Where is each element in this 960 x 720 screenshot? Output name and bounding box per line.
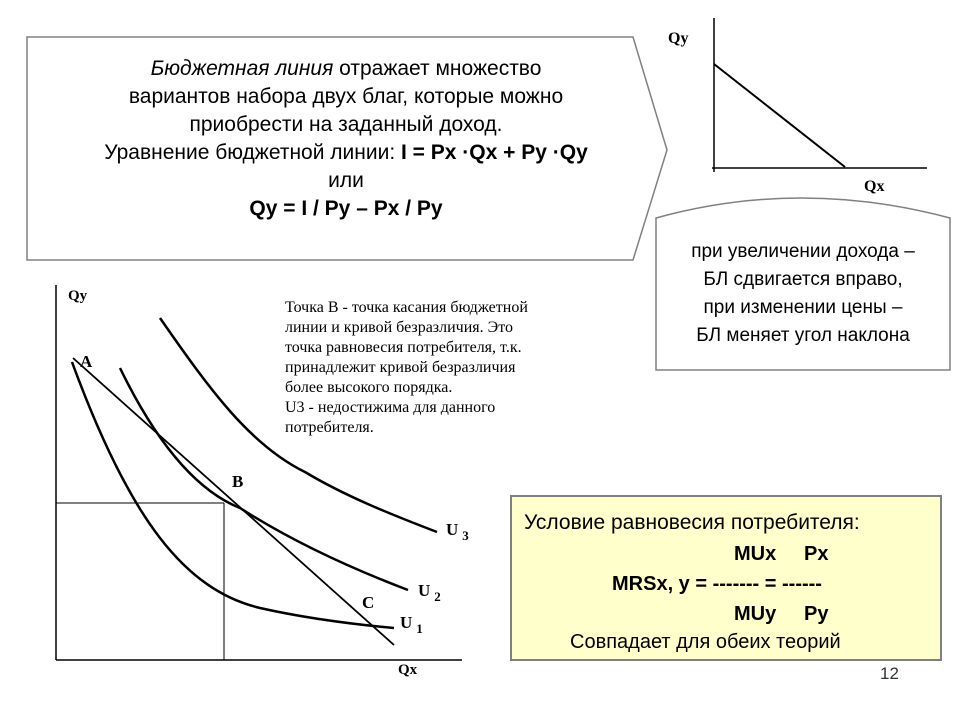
curve-u3-label-base: U	[446, 520, 459, 539]
equilibrium-numerators: MUx Px	[734, 543, 829, 565]
callout-line-4	[28, 139, 664, 167]
budget-line-definition	[28, 55, 664, 223]
description-line: Точка B - точка касания бюджетной	[285, 299, 528, 316]
main-chart-x-label: Qx	[398, 662, 418, 678]
curve-u2-label-sub: 2	[434, 589, 441, 604]
description-line: U3 - недостижима для данного	[285, 399, 496, 416]
note-line: БЛ сдвигается вправо,	[703, 269, 903, 290]
small-chart-x-label: Qx	[864, 178, 885, 195]
callout-term: Бюджетная линия	[150, 57, 334, 80]
small-chart-y-label: Qy	[668, 30, 689, 47]
small-chart-budget-line	[714, 64, 845, 167]
budget-line-shift-note	[656, 238, 950, 350]
budget-equation: I = Px ·Qx + Py ·Qy	[401, 141, 588, 164]
equilibrium-title: Условие равновесия потребителя:	[524, 511, 860, 534]
description-line: более высокого порядка.	[285, 379, 453, 396]
callout-line-1-rest: отражает множество	[333, 57, 542, 80]
main-chart-y-label: Qy	[68, 288, 88, 304]
note-line: при изменении цены –	[703, 297, 903, 318]
equilibrium-formula: MRSx, y = ------- = ------	[612, 573, 822, 595]
equilibrium-condition-box	[510, 495, 942, 661]
point-c-label: C	[362, 593, 375, 612]
equilibrium-denominators: MUy Py	[734, 603, 829, 625]
curve-u2-label	[418, 581, 441, 604]
curve-u2-label-base: U	[418, 581, 431, 600]
description-line: потребителя.	[285, 419, 374, 436]
equation-label: Уравнение бюджетной линии:	[104, 141, 402, 164]
callout-line-3: приобрести на заданный доход.	[189, 113, 503, 136]
curve-u1-label-base: U	[400, 613, 413, 632]
callout-line-2: вариантов набора двух благ, которые можно	[128, 85, 564, 108]
point-a-label: A	[80, 352, 93, 371]
callout-line-1	[28, 55, 664, 83]
equilibrium-footer: Совпадает для обеих теорий	[570, 631, 841, 653]
note-line: БЛ меняет угол наклона	[696, 325, 910, 346]
description-line: принадлежит кривой безразличия	[285, 359, 516, 376]
curve-u1-label-sub: 1	[416, 621, 423, 636]
callout-line-5: или	[328, 169, 364, 192]
description-line: линии и кривой безразличия. Это	[285, 319, 513, 336]
note-line: при увеличении дохода –	[691, 241, 915, 262]
curve-u3-label-sub: 3	[462, 528, 469, 543]
point-b-label: B	[232, 472, 244, 491]
budget-equation-solved: Qy = I / Py – Px / Py	[249, 197, 443, 220]
description-line: точка равновесия потребителя, т.к.	[285, 339, 522, 356]
curve-u1-label	[400, 613, 423, 636]
page-number: 12	[880, 664, 899, 683]
point-b-description	[285, 298, 585, 438]
curve-u3-label	[446, 520, 469, 543]
